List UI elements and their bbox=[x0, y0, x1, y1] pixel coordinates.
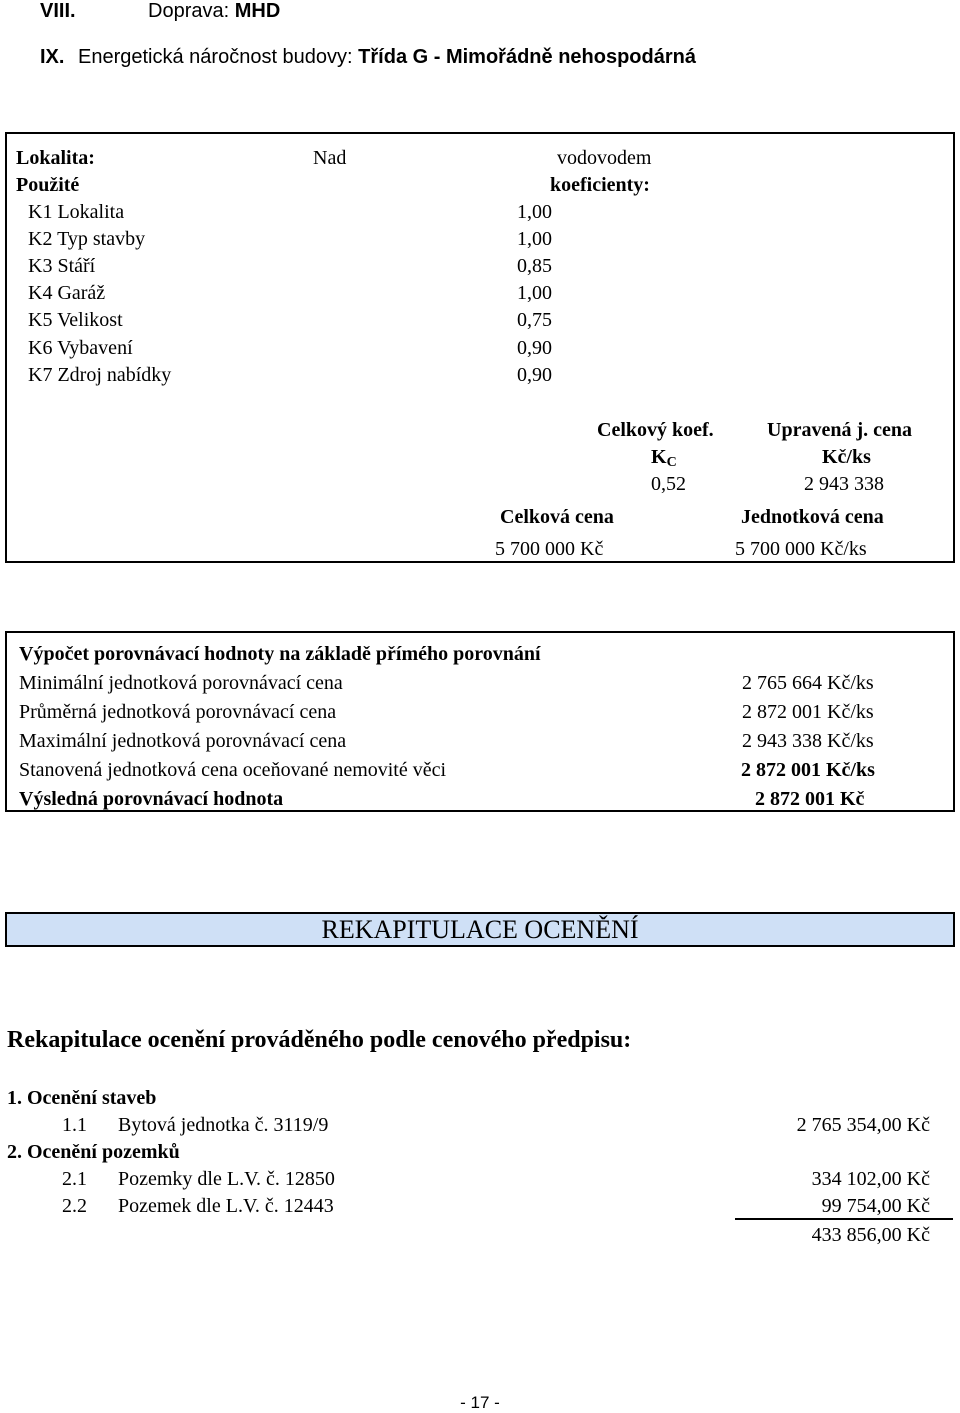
heading-ix-number: IX. bbox=[40, 46, 65, 68]
porovnani-row-label-stanovena: Stanovená jednotková cena oceňované nemovité věci bbox=[19, 759, 447, 781]
rekapitulace-banner-title: REKAPITULACE OCENĚNÍ bbox=[321, 915, 639, 944]
sec2-item-num-2: 2.2 bbox=[62, 1195, 87, 1217]
kc-subscript: C bbox=[666, 455, 677, 470]
sec2-total: 433 856,00 Kč bbox=[811, 1224, 930, 1246]
lokalita-word-2: vodovodem bbox=[557, 147, 652, 169]
porovnani-result-value: 2 872 001 Kč bbox=[755, 788, 865, 810]
koeficienty-box-bottom-middle bbox=[219, 561, 699, 563]
sec1-title: 1. Ocenění staveb bbox=[7, 1087, 157, 1109]
koef-value-k4: 1,00 bbox=[517, 282, 552, 304]
porovnani-row-value-max: 2 943 338 Kč/ks bbox=[742, 730, 874, 752]
heading-ix-label: Energetická náročnost budovy: bbox=[78, 46, 353, 68]
kc-value: 0,52 bbox=[651, 473, 686, 495]
lokalita-word-1: Nad bbox=[313, 147, 347, 169]
koef-value-k2: 1,00 bbox=[517, 228, 552, 250]
upravena-cena-value: 2 943 338 bbox=[804, 473, 884, 495]
koeficienty-box-bottom-left bbox=[5, 561, 219, 563]
koef-label-k6: K6 Vybavení bbox=[28, 337, 133, 359]
heading-ix-value: Třída G - Mimořádně nehospodárná bbox=[358, 46, 696, 68]
porovnani-row-label-max: Maximální jednotková porovnávací cena bbox=[19, 730, 347, 752]
celkova-cena-label: Celková cena bbox=[500, 506, 614, 528]
porovnani-row-value-avg: 2 872 001 Kč/ks bbox=[742, 701, 874, 723]
heading-ix bbox=[78, 45, 696, 69]
koef-label-k4: K4 Garáž bbox=[28, 282, 106, 304]
sec1-item-value: 2 765 354,00 Kč bbox=[796, 1114, 930, 1136]
porovnani-row-value-stanovena: 2 872 001 Kč/ks bbox=[741, 759, 875, 781]
koef-label-k7: K7 Zdroj nabídky bbox=[28, 364, 172, 386]
koef-label-k3: K3 Stáří bbox=[28, 255, 96, 277]
sec2-item-value-2: 99 754,00 Kč bbox=[821, 1195, 930, 1217]
heading-viii-label: Doprava: bbox=[148, 0, 230, 22]
heading-viii bbox=[148, 0, 280, 23]
pouzite-label: Použité bbox=[16, 174, 80, 196]
sec2-item-value-1: 334 102,00 Kč bbox=[811, 1168, 930, 1190]
sec2-item-label-2: Pozemek dle L.V. č. 12443 bbox=[118, 1195, 334, 1217]
kc-letter: K bbox=[651, 446, 667, 468]
koef-label-k1: K1 Lokalita bbox=[28, 201, 125, 223]
porovnani-title: Výpočet porovnávací hodnoty na základě přímého porovnání bbox=[19, 643, 541, 665]
sec2-sum-line bbox=[735, 1218, 953, 1220]
koef-label-k5: K5 Velikost bbox=[28, 309, 123, 331]
kc-label bbox=[651, 445, 677, 475]
sec2-item-num-1: 2.1 bbox=[62, 1168, 87, 1190]
upravena-cena-unit: Kč/ks bbox=[822, 446, 871, 468]
celkova-cena-value: 5 700 000 Kč bbox=[495, 538, 604, 560]
porovnani-result-label: Výsledná porovnávací hodnota bbox=[19, 788, 284, 810]
porovnani-row-value-min: 2 765 664 Kč/ks bbox=[742, 672, 874, 694]
koef-value-k5: 0,75 bbox=[517, 309, 552, 331]
rekapitulace-subtitle: Rekapitulace ocenění prováděného podle cenového předpisu: bbox=[7, 1027, 632, 1053]
sec2-title: 2. Ocenění pozemků bbox=[7, 1141, 180, 1163]
sec1-item-label: Bytová jednotka č. 3119/9 bbox=[118, 1114, 329, 1136]
sec2-item-label-1: Pozemky dle L.V. č. 12850 bbox=[118, 1168, 335, 1190]
porovnani-row-label-avg: Průměrná jednotková porovnávací cena bbox=[19, 701, 337, 723]
koef-value-k3: 0,85 bbox=[517, 255, 552, 277]
koef-value-k1: 1,00 bbox=[517, 201, 552, 223]
koeficienty-label: koeficienty: bbox=[550, 174, 650, 196]
koef-value-k6: 0,90 bbox=[517, 337, 552, 359]
heading-viii-number: VIII. bbox=[40, 0, 76, 22]
celkovy-koef-label: Celkový koef. bbox=[597, 419, 714, 441]
upravena-cena-label: Upravená j. cena bbox=[767, 419, 912, 441]
heading-viii-value: MHD bbox=[234, 0, 281, 22]
rekapitulace-banner bbox=[5, 912, 955, 947]
jednotkova-cena-value: 5 700 000 Kč/ks bbox=[735, 538, 867, 560]
page-number: - 17 - bbox=[460, 1393, 500, 1412]
sec1-item-num: 1.1 bbox=[62, 1114, 87, 1136]
porovnani-row-label-min: Minimální jednotková porovnávací cena bbox=[19, 672, 343, 694]
koef-label-k2: K2 Typ stavby bbox=[28, 228, 146, 250]
koef-value-k7: 0,90 bbox=[517, 364, 552, 386]
jednotkova-cena-label: Jednotková cena bbox=[741, 506, 884, 528]
koeficienty-box-bottom-right bbox=[699, 561, 955, 563]
lokalita-label: Lokalita: bbox=[16, 147, 95, 169]
